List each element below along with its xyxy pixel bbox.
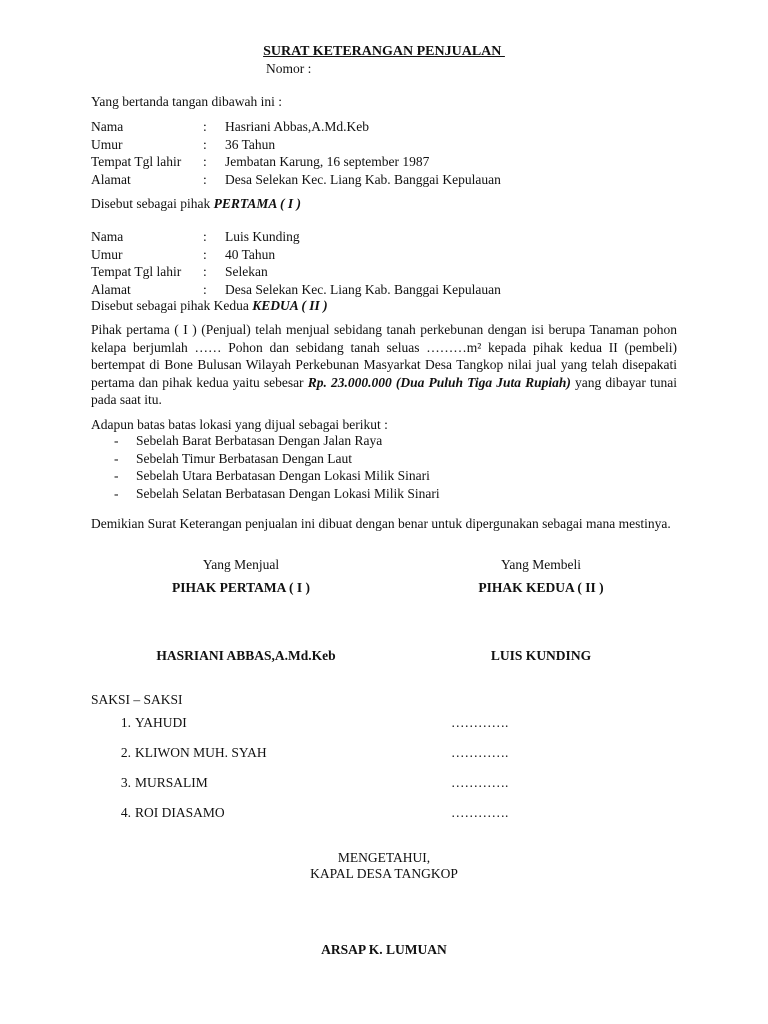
saksi-name: KLIWON MUH. SYAH <box>135 745 267 760</box>
list-item <box>114 450 440 468</box>
sale-paragraph-tail: yang dibayar tunai pada saat itu. <box>91 374 677 407</box>
buyer-name: LUIS KUNDING <box>490 648 592 663</box>
field-value: Desa Selekan Kec. Liang Kab. Banggai Kepulauan <box>225 171 501 187</box>
designation-prefix: Disebut sebagai pihak Kedua <box>91 298 253 313</box>
field-label: Alamat <box>91 281 131 297</box>
designation-bold: PERTAMA ( I ) <box>213 196 302 211</box>
buyer-role: Yang Membeli <box>500 557 581 572</box>
sale-price: Rp. 23.000.000 (Dua Puluh Tiga Juta Rupiah) <box>307 374 571 390</box>
field-separator: : <box>203 281 207 297</box>
batas-text: Sebelah Timur Berbatasan Dengan Laut <box>136 450 352 466</box>
field-value: 40 Tahun <box>225 246 276 262</box>
pihak2-row-umur <box>91 246 501 264</box>
list-item <box>114 485 440 503</box>
batas-list <box>114 432 440 502</box>
batas-text: Sebelah Barat Berbatasan Dengan Jalan Raya <box>136 433 383 448</box>
intro-text: Yang bertanda tangan dibawah ini : <box>91 94 282 109</box>
field-value: 36 Tahun <box>225 136 276 152</box>
signature-dots: …………. <box>451 745 509 760</box>
field-separator: : <box>203 246 207 262</box>
seller-name: HASRIANI ABBAS,A.Md.Keb <box>156 648 336 663</box>
list-item <box>114 432 440 450</box>
field-separator: : <box>203 136 207 152</box>
field-label: Nama <box>91 119 124 134</box>
field-separator: : <box>203 171 207 187</box>
signature-dots: …………. <box>451 715 509 730</box>
sale-paragraph-text: Pihak pertama ( I ) (Penjual) telah menjual sebidang tanah perkebunan dengan isi berupa Tanaman pohon kelapa berjumlah …… Pohon dan sebidang tanah seluas ………m² kepada pihak kedua II (pembeli) bertempat di Bone Bulusan Wilayah Perkebunan Masyarkat Desa Tangkop nilai jual yang telah disepakati pertama dan pihak kedua yaitu sebesar <box>91 322 677 390</box>
seller-role: Yang Menjual <box>202 557 280 572</box>
mengetahui-label: MENGETAHUI, <box>337 850 431 865</box>
field-label: Tempat Tgl lahir <box>91 154 182 169</box>
document-title <box>0 43 768 61</box>
nomor-label: Nomor : <box>266 61 312 76</box>
saksi-row <box>91 804 531 822</box>
signature-dots: …………. <box>451 775 509 790</box>
field-label: Tempat Tgl lahir <box>91 264 182 279</box>
closing-text: Demikian Surat Keterangan penjualan ini dibuat dengan benar untuk dipergunakan sebagai mana mestinya. <box>91 516 671 531</box>
pihak1-row-ttl <box>91 153 501 171</box>
field-value: Hasriani Abbas,A.Md.Keb <box>225 119 369 134</box>
field-separator: : <box>203 154 207 169</box>
saksi-number: 4. <box>120 805 131 820</box>
saksi-row <box>91 714 531 732</box>
field-separator: : <box>203 264 207 279</box>
field-separator: : <box>203 119 207 134</box>
document-title-text: SURAT KETERANGAN PENJUALAN <box>263 44 505 59</box>
pihak1-row-alamat <box>91 171 501 189</box>
field-label: Alamat <box>91 171 131 187</box>
pihak-kedua-designation <box>91 297 328 315</box>
saksi-number: 1. <box>120 715 131 730</box>
pihak-kedua-table <box>91 228 501 298</box>
pihak2-row-alamat <box>91 281 501 299</box>
field-value: Selekan <box>225 264 268 279</box>
pihak1-row-nama <box>91 118 501 136</box>
pihak2-row-ttl <box>91 263 501 281</box>
designation-prefix: Disebut sebagai pihak <box>91 196 214 211</box>
saksi-name: YAHUDI <box>135 715 187 730</box>
field-value: Desa Selekan Kec. Liang Kab. Banggai Kepulauan <box>225 281 501 297</box>
list-item <box>114 467 440 485</box>
saksi-row <box>91 744 531 762</box>
village-head-name: ARSAP K. LUMUAN <box>321 942 447 957</box>
village-head-title: KAPAL DESA TANGKOP <box>310 866 458 881</box>
bullet-dash: - <box>114 450 119 466</box>
batas-intro: Adapun batas batas lokasi yang dijual sebagai berikut : <box>91 417 388 432</box>
saksi-number: 2. <box>120 745 131 760</box>
saksi-row <box>91 774 531 792</box>
designation-bold: KEDUA ( II ) <box>252 298 328 313</box>
pihak-pertama-designation <box>91 195 301 213</box>
batas-text: Sebelah Utara Berbatasan Dengan Lokasi Milik Sinari <box>136 468 430 483</box>
field-label: Umur <box>91 246 123 262</box>
saksi-name: ROI DIASAMO <box>135 805 225 820</box>
field-label: Nama <box>91 229 124 244</box>
field-value: Jembatan Karung, 16 september 1987 <box>225 154 430 169</box>
pihak1-row-umur <box>91 136 501 154</box>
bullet-dash: - <box>114 485 119 501</box>
bullet-dash: - <box>114 433 119 448</box>
field-label: Umur <box>91 136 123 152</box>
batas-text: Sebelah Selatan Berbatasan Dengan Lokasi Milik Sinari <box>136 485 440 501</box>
saksi-name: MURSALIM <box>135 775 208 790</box>
bullet-dash: - <box>114 468 119 483</box>
pihak-pertama-table <box>91 118 501 188</box>
sale-paragraph <box>91 321 677 409</box>
seller-party: PIHAK PERTAMA ( I ) <box>171 580 311 595</box>
field-value: Luis Kunding <box>225 229 300 244</box>
pihak2-row-nama <box>91 228 501 246</box>
buyer-party: PIHAK KEDUA ( II ) <box>478 580 604 595</box>
field-separator: : <box>203 229 207 244</box>
saksi-heading: SAKSI – SAKSI <box>91 692 183 707</box>
saksi-number: 3. <box>120 775 131 790</box>
signature-dots: …………. <box>451 805 509 820</box>
